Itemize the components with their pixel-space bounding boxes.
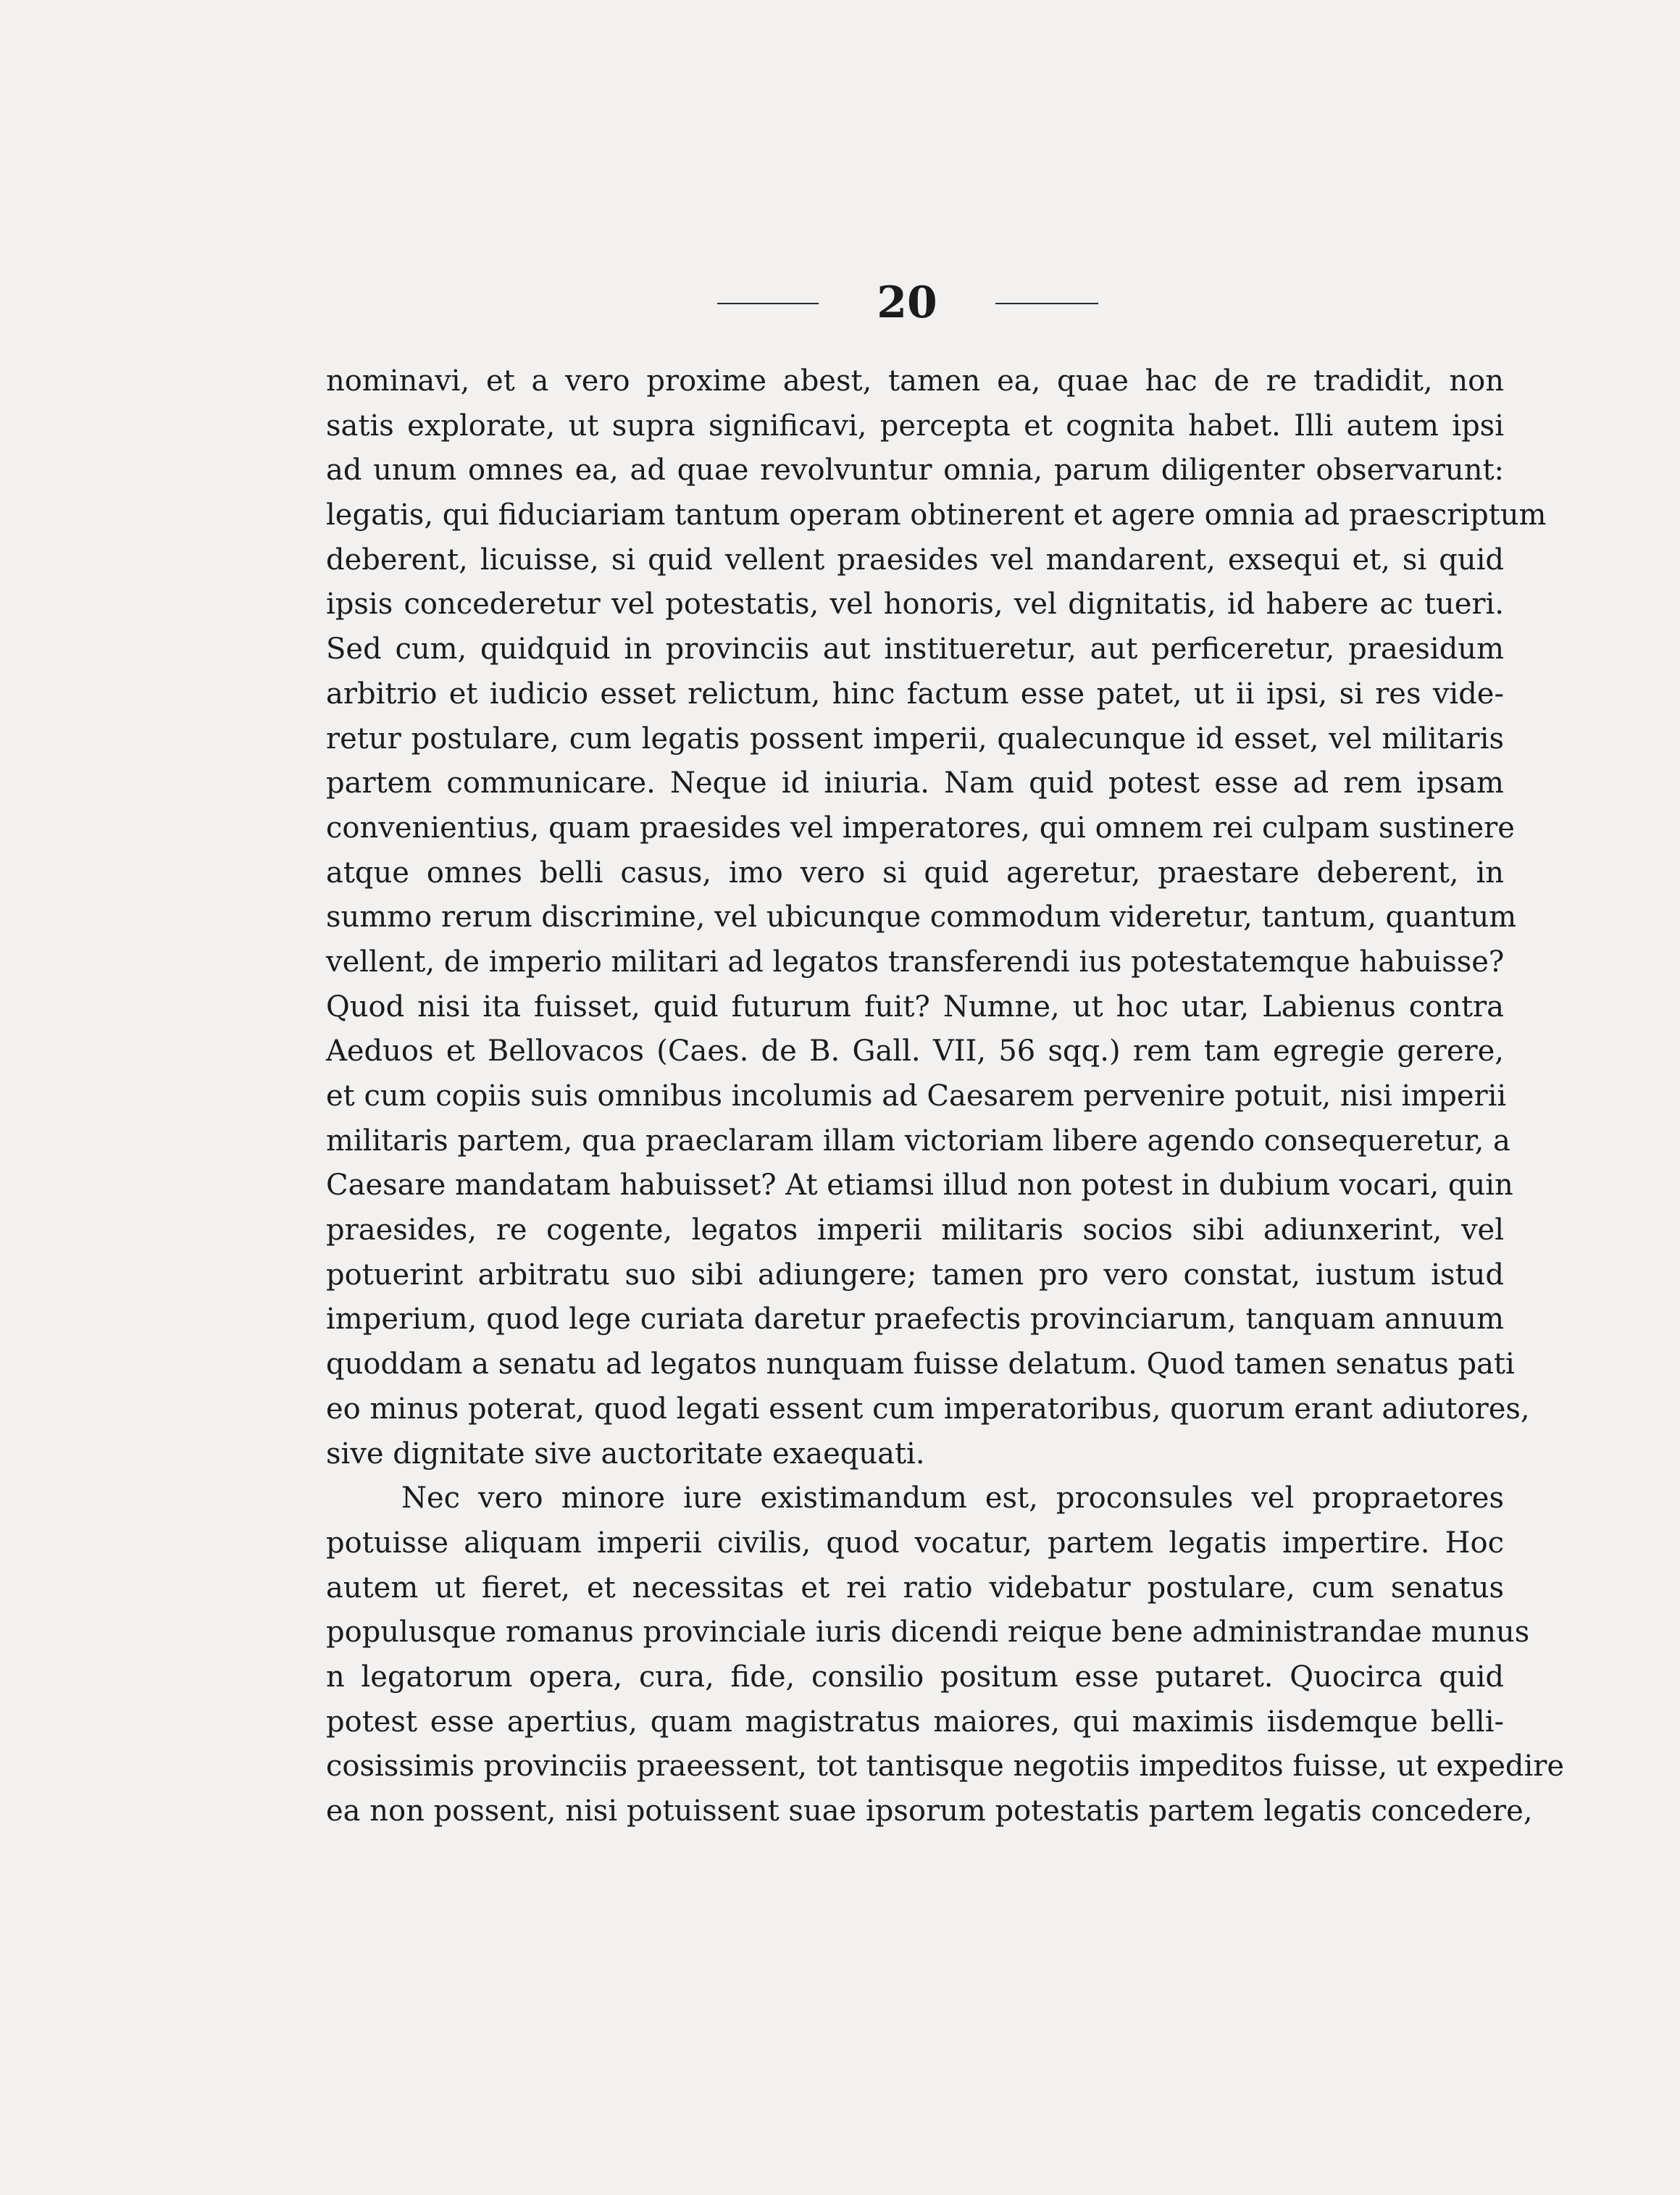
page-header xyxy=(0,274,1680,332)
text-line: Caesare mandatam habuisset? At etiamsi illud non potest in dubium vocari, quin xyxy=(326,1168,1513,1203)
text-line: convenientius, quam praesides vel imperatores, qui omnem rei culpam sustinere xyxy=(326,811,1515,845)
text-line: nominavi, et a vero proxime abest, tamen ea, quae hac de re tradidit, non xyxy=(326,364,1504,398)
text-line: retur postulare, cum legatis possent imperii, qualecunque id esset, vel militaris xyxy=(326,722,1504,756)
body-text xyxy=(326,359,1565,1834)
text-line: partem communicare. Neque id iniuria. Nam quid potest esse ad rem ipsam xyxy=(326,766,1504,800)
text-line: sive dignitate sive auctoritate exaequati. xyxy=(326,1437,925,1471)
text-line: Sed cum, quidquid in provinciis aut institueretur, aut perficeretur, praesidum xyxy=(326,632,1504,666)
text-line: atque omnes belli casus, imo vero si quid ageretur, praestare deberent, in xyxy=(326,856,1504,890)
text-line: potuisse aliquam imperii civilis, quod vocatur, partem legatis impertire. Hoc xyxy=(326,1526,1504,1560)
text-line: et cum copiis suis omnibus incolumis ad Caesarem pervenire potuit, nisi imperii xyxy=(326,1079,1507,1113)
text-line: legatis, qui fiduciariam tantum operam obtinerent et agere omnia ad praescriptum xyxy=(326,498,1547,532)
text-line: n legatorum opera, cura, fide, consilio positum esse putaret. Quocirca quid xyxy=(326,1660,1504,1694)
text-line: deberent, licuisse, si quid vellent praesides vel mandarent, exsequi et, si quid xyxy=(326,543,1504,577)
text-line: cosissimis provinciis praeessent, tot tantisque negotiis impeditos fuisse, ut expedire xyxy=(326,1749,1565,1784)
text-line: quoddam a senatu ad legatos nunquam fuisse delatum. Quod tamen senatus pati xyxy=(326,1347,1515,1381)
text-line: militaris partem, qua praeclaram illam victoriam libere agendo consequeretur, a xyxy=(326,1124,1510,1158)
text-line: satis explorate, ut supra significavi, percepta et cognita habet. Illi autem ipsi xyxy=(326,409,1504,443)
text-line: Nec vero minore iure existimandum est, proconsules vel propraetores xyxy=(401,1481,1504,1515)
text-line: ipsis concederetur vel potestatis, vel honoris, vel dignitatis, id habere ac tueri. xyxy=(326,588,1504,622)
text-line: ea non possent, nisi potuissent suae ipsorum potestatis partem legatis concedere, xyxy=(326,1794,1533,1828)
header-rule-left xyxy=(717,303,819,304)
text-line: populusque romanus provinciale iuris dicendi reique bene administrandae munus xyxy=(326,1615,1530,1650)
text-line: imperium, quod lege curiata daretur praefectis provinciarum, tanquam annuum xyxy=(326,1303,1504,1337)
text-line: potuerint arbitratu suo sibi adiungere; tamen pro vero constat, iustum istud xyxy=(326,1258,1504,1292)
text-line: praesides, re cogente, legatos imperii militaris socios sibi adiunxerint, vel xyxy=(326,1213,1504,1247)
text-line: arbitrio et iudicio esset relictum, hinc factum esse patet, ut ii ipsi, si res vide- xyxy=(326,677,1504,711)
text-line: eo minus poterat, quod legati essent cum imperatoribus, quorum erant adiutores, xyxy=(326,1392,1530,1426)
text-line: Quod nisi ita fuisset, quid futurum fuit? Numne, ut hoc utar, Labienus contra xyxy=(326,990,1504,1024)
text-line: autem ut fieret, et necessitas et rei ratio videbatur postulare, cum senatus xyxy=(326,1571,1504,1605)
text-line: summo rerum discrimine, vel ubicunque commodum videretur, tantum, quantum xyxy=(326,900,1517,935)
text-line: ad unum omnes ea, ad quae revolvuntur omnia, parum diligenter observarunt: xyxy=(326,453,1504,488)
text-line: Aeduos et Bellovacos (Caes. de B. Gall. VII, 56 sqq.) rem tam egregie gerere, xyxy=(326,1034,1504,1069)
header-rule-right xyxy=(995,303,1098,304)
page-number: 20 xyxy=(877,277,937,328)
text-line: potest esse apertius, quam magistratus maiores, qui maximis iisdemque belli- xyxy=(326,1705,1504,1739)
text-line: vellent, de imperio militari ad legatos transferendi ius potestatemque habuisse? xyxy=(326,945,1505,979)
